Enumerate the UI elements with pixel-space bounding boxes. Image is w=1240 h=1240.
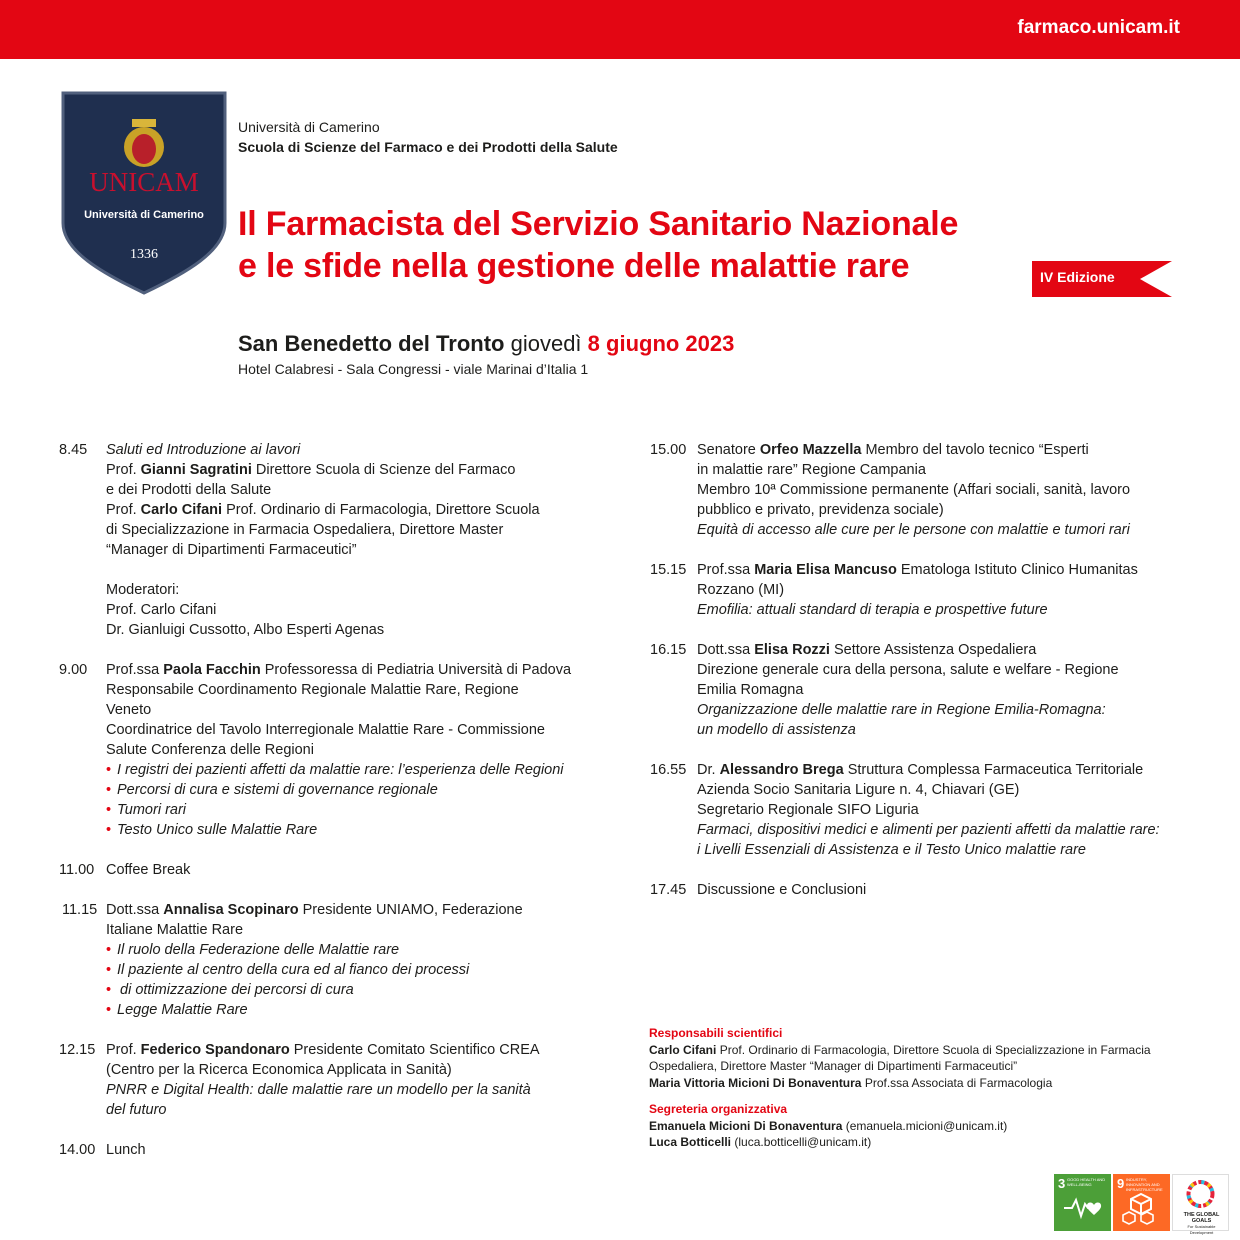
organizing-secretariat: Segreteria organizzativa Emanuela Micioni Di Bonaventura (emanuela.micioni@unicam.it) Luca Botticelli (luca.botticelli@unicam.it) [649,1102,1008,1149]
session-time: 17.45 [650,882,687,898]
school-name: Scuola di Scienze del Farmaco e dei Prodotti della Salute [238,139,618,155]
program-session: 8.45 Saluti ed Introduzione ai lavori Prof. Gianni Sagratini Direttore Scuola di Scienze del Farmaco e dei Prodotti della Salute Prof. Carlo Cifani Prof. Ordinario di Farmacologia, Direttore Scuola di Specializzazione in Farmacia Ospedaliera, Direttore Master “Manager di Dipartimenti Farmaceutici” Moderatori: Prof. Carlo Cifani Dr. Gianluigi Cussotto, Albo Esperti Agenas [59,440,599,640]
session-time: 12.15 [59,1042,96,1058]
event-address: Hotel Calabresi - Sala Congressi - viale Marinai d’Italia 1 [238,361,589,377]
program-session: 16.15 Dott.ssa Elisa Rozzi Settore Assistenza Ospedaliera Direzione generale cura della persona, salute e welfare - Regione Emilia Romagna Organizzazione delle malattie rare in Regione Emilia-Romagna: un modello di assistenza [650,642,1119,738]
program-session: 15.15 Prof.ssa Maria Elisa Mancuso Ematologa Istituto Clinico Humanitas Rozzano (MI) Emofilia: attuali standard di terapia e prospettive future [650,562,1138,618]
session-time: 15.00 [650,442,687,458]
credits [649,1025,1189,1161]
program-session: 14.00 Lunch [59,1142,146,1158]
svg-text:1336: 1336 [130,247,158,262]
unicam-logo [61,91,227,295]
topic-list [106,760,599,840]
global-goals-icon: THE GLOBAL GOALS For Sustainable Development [1172,1174,1229,1231]
edition-badge: IV Edizione [1032,261,1172,297]
list-item: • I registri dei pazienti affetti da malattie rare: l’esperienza delle Regioni [106,760,599,780]
program-right-column [650,440,1190,920]
email-link[interactable]: (emanuela.micioni@unicam.it) [845,1118,1008,1133]
list-item: • Testo Unico sulle Malattie Rare [106,820,599,840]
program-session: 11.00 Coffee Break [59,862,191,878]
session-time: 11.00 [59,862,95,878]
program-session: 17.45 Discussione e Conclusioni [650,882,867,898]
session-time: 8.45 [59,442,88,458]
email-link[interactable]: (luca.botticelli@unicam.it) [734,1135,872,1149]
session-time: 16.15 [650,642,687,658]
program-session: 11.15 Dott.ssa Annalisa Scopinaro Presidente UNIAMO, Federazione Italiane Malattie Rare • Il ruolo della Federazione delle Malattie rare • Il paziente al centro della cura ed al fianco dei processi • di ottimizzazione dei percorsi di cura • Legge Malattie Rare [59,900,599,1020]
list-item: • Tumori rari [106,800,599,820]
university-name: Università di Camerino [238,119,380,135]
list-item: • Il ruolo della Federazione delle Malattie rare [106,940,599,960]
program-session: 12.15 Prof. Federico Spandonaro Presidente Comitato Scientifico CREA (Centro per la Ricerca Economica Applicata in Sanità) PNRR e Digital Health: dalle malattie rare un modello per la sanità del futuro [59,1042,540,1118]
shield-icon [61,91,227,295]
institution [238,117,618,157]
event-venue: San Benedetto del Tronto giovedì 8 giugno 2023 [238,331,735,356]
scientific-committee: Responsabili scientifici Carlo Cifani Prof. Ordinario di Farmacologia, Direttore Scuola di Specializzazione in Farmacia Ospedaliera, Direttore Master “Manager di Dipartimenti Farmaceutici” Maria Vittoria Micioni Di Bonaventura Prof.ssa Associata di Farmacologia [649,1026,1151,1090]
program-session: 15.00 Senatore Orfeo Mazzella Membro del tavolo tecnico “Esperti in malattie rare” Regione Campania Membro 10ª Commissione permanente (Affari sociali, sanità, lavoro pubblico e privato, previdenza sociale) Equità di accesso alle cure per le persone con malattie e tumori rari [650,442,1131,538]
program-session: 9.00 Prof.ssa Paola Facchin Professoressa di Pediatria Università di Padova Responsabile Coordinamento Regionale Malattie Rare, Regione Veneto Coordinatrice del Tavolo Interregionale Malattie Rare - Commissione Salute Conferenza delle Regioni • I registri dei pazienti affetti da malattie rare: l’esperienza delle Regioni • Percorsi di cura e sistemi di governance regionale • Tumori rari • Testo Unico sulle Malattie Rare [59,660,599,840]
moderators-label: Moderatori: [106,582,180,598]
svg-text:UNICAM: UNICAM [89,167,199,197]
session-time: 14.00 [59,1142,96,1158]
event-title: Il Farmacista del Servizio Sanitario Nazionale e le sfide nella gestione delle malattie rare [238,205,959,285]
header-bar [0,0,1240,59]
site-url-link[interactable]: farmaco.unicam.it [1017,17,1180,38]
list-item: • Il paziente al centro della cura ed al fianco dei processi [106,960,599,980]
program-session: 16.55 Dr. Alessandro Brega Struttura Complessa Farmaceutica Territoriale Azienda Socio Sanitaria Ligure n. 4, Chiavari (GE) Segretario Regionale SIFO Liguria Farmaci, dispositivi medici e alimenti per pazienti affetti da malattie rare: i Livelli Essenziali di Assistenza e il Testo Unico malattie rare [650,762,1160,858]
sdg9-icon: 9 INDUSTRY, INNOVATION AND INFRASTRUCTURE [1113,1174,1170,1231]
list-item: • Legge Malattie Rare [106,1000,599,1020]
topic-list [106,940,599,1020]
list-item: • Percorsi di cura e sistemi di governance regionale [106,780,599,800]
program-left-column [59,440,599,1180]
session-time: 9.00 [59,662,88,678]
session-time: 15.15 [650,562,687,578]
sdg3-icon: 3 GOOD HEALTH AND WELL-BEING [1054,1174,1111,1231]
svg-text:Università di Camerino: Università di Camerino [84,209,204,221]
session-time: 11.15 [62,902,98,918]
session-time: 16.55 [650,762,687,778]
list-item: • di ottimizzazione dei percorsi di cura [106,980,599,1000]
